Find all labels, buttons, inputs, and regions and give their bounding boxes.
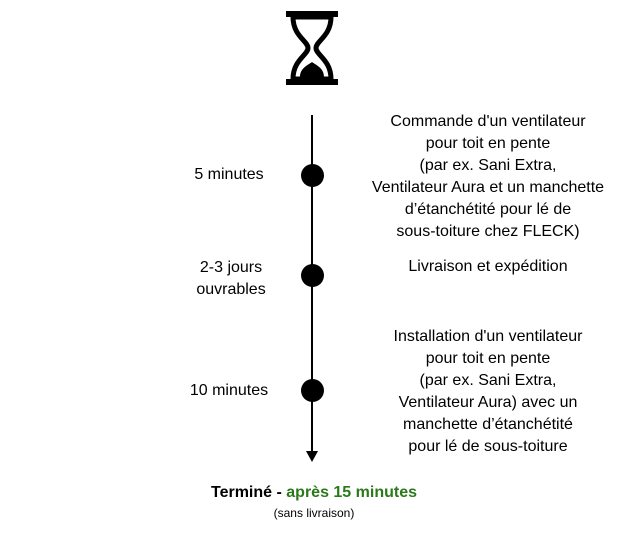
result-label: Terminé (210, 484, 273, 501)
result-note: (sans livraison) (273, 506, 355, 520)
step-time-label: 10 minutes (189, 382, 269, 399)
step-description: Livraison et expédition (408, 258, 568, 275)
timeline-arrowhead (306, 451, 318, 462)
step-time-label: 5 minutes (194, 166, 264, 183)
result-line (0, 482, 628, 504)
step-description: Installation d'un ventilateur pour toit en pente (par ex. Sani Extra, Ventilateur Aura) avec un manchette d’étanchétité pour lé de sous-toiture (393, 328, 583, 455)
timeline-dot (301, 379, 324, 402)
hourglass-icon (284, 10, 340, 86)
step-description: Commande d'un ventilateur pour toit en pente (par ex. Sani Extra, Ventilateur Aura et un manchette d’étanchétité pour lé de sous-toiture chez FLECK) (371, 113, 605, 240)
result-highlight: après 15 minutes (286, 484, 417, 501)
timeline-dot (301, 164, 324, 187)
result-separator: - (272, 484, 287, 501)
timeline-dot (301, 264, 324, 287)
step-time-label: 2-3 jours ouvrables (196, 259, 266, 298)
